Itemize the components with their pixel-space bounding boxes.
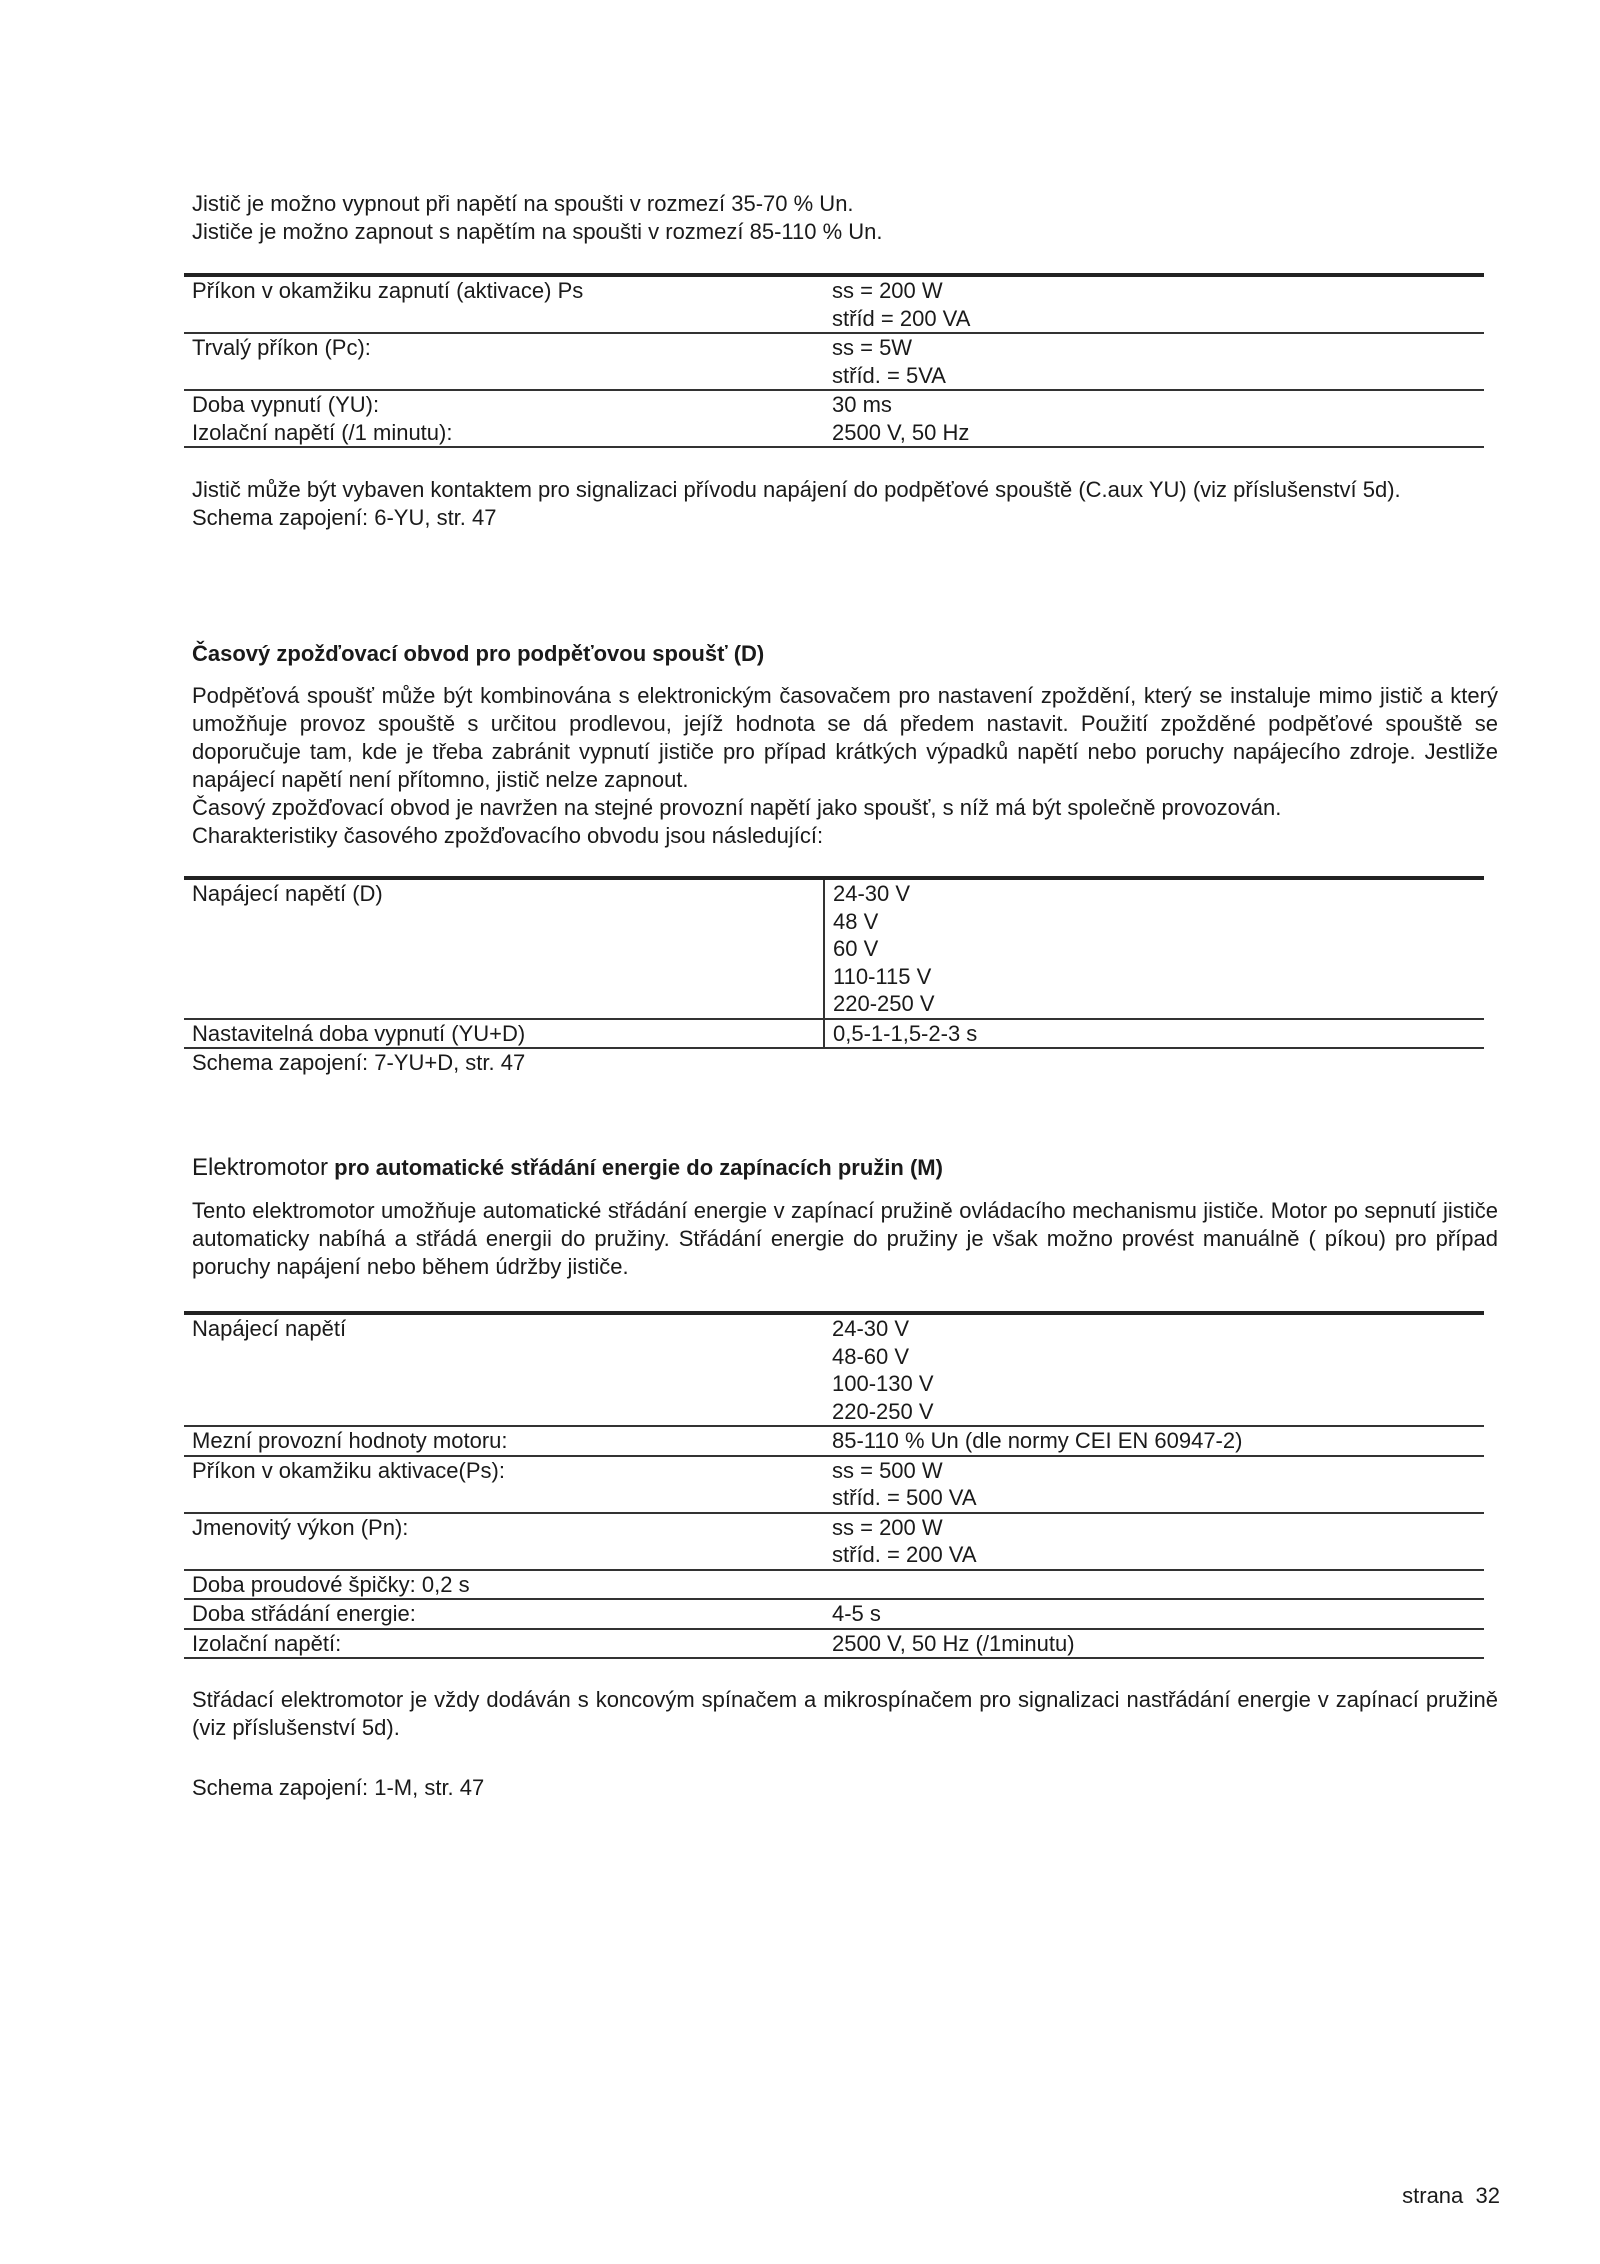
time-delay-paragraph-2: Časový zpožďovací obvod je navržen na stejné provozní napětí jako spoušť, s níž má být společně provozován.	[192, 795, 1282, 820]
row-value: 2500 V, 50 Hz (/1minutu)	[824, 1629, 1484, 1659]
page-footer	[1376, 2182, 1500, 2210]
row-label: Nastavitelná doba vypnutí (YU+D)	[184, 1019, 824, 1049]
row-value: ss = 200 W stříd. = 200 VA	[824, 1513, 1484, 1570]
table-row	[184, 1456, 1484, 1513]
section-heading-motor	[192, 1154, 1498, 1182]
row-label: Izolační napětí (/1 minutu):	[184, 419, 824, 448]
row-value: 2500 V, 50 Hz	[824, 419, 1484, 448]
row-label: Příkon v okamžiku aktivace(Ps):	[184, 1456, 824, 1513]
spec-table-motor	[184, 1311, 1484, 1659]
intro-text	[192, 190, 1498, 246]
section-heading-time-delay: Časový zpožďovací obvod pro podpěťovou spoušť (D)	[192, 641, 765, 666]
row-label: Napájecí napětí	[184, 1313, 824, 1426]
row-value: 24-30 V 48-60 V 100-130 V 220-250 V	[824, 1313, 1484, 1426]
row-value: ss = 500 W stříd. = 500 VA	[824, 1456, 1484, 1513]
table-row	[184, 1629, 1484, 1659]
time-delay-paragraph-1: Podpěťová spoušť může být kombinována s elektronickým časovačem pro nastavení zpoždění, který se instaluje mimo jistič a který umožňuje provoz spouště s určitou prodlevou, jejíž hodnota se dá předem nastavit. Použití zpožděné podpěťové spouště se doporučuje tam, kde je třeba zabránit vypnutí jističe pro případ krátkých výpadků napětí nebo poruchy napájecího zdroje. Jestliže napájecí napětí není přítomno, jistič nelze zapnout.	[192, 683, 1498, 792]
table-row	[184, 275, 1484, 333]
intro-line-2: Jističe je možno zapnout s napětím na spoušti v rozmezí 85-110 % Un.	[192, 219, 883, 244]
signalization-paragraph	[192, 476, 1498, 532]
spec-table-undervoltage	[184, 273, 1484, 448]
row-label: Izolační napětí:	[184, 1629, 824, 1659]
table-row	[184, 1570, 1484, 1600]
table-row	[184, 878, 1484, 1019]
spec-table-time-delay	[184, 876, 1484, 1049]
page-number: 32	[1475, 2183, 1500, 2208]
motor-closing-paragraph: Střádací elektromotor je vždy dodáván s koncovým spínačem a mikrospínačem pro signalizaci nastřádání energie v zapínací pružině (viz příslušenství 5d).	[192, 1687, 1498, 1740]
row-value: 30 ms	[832, 392, 892, 417]
row-label: Napájecí napětí (D)	[184, 878, 824, 1019]
table-row	[184, 1426, 1484, 1456]
schema-reference-motor: Schema zapojení: 1-M, str. 47	[192, 1775, 485, 1800]
table-row	[184, 1513, 1484, 1570]
time-delay-paragraph-3: Charakteristiky časového zpožďovacího obvodu jsou následující:	[192, 823, 824, 848]
time-delay-description	[192, 682, 1498, 850]
table-row	[184, 333, 1484, 390]
table-row	[184, 1599, 1484, 1629]
row-value: ss = 5W stříd. = 5VA	[824, 333, 1484, 390]
motor-description: Tento elektromotor umožňuje automatické střádání energie v zapínací pružině ovládacího mechanismu jističe. Motor po sepnutí jističe automaticky nabíhá a střádá energii do pružiny. Střádání energie do pružiny je však možno provést manuálně ( píkou) pro případ poruchy napájení nebo během údržby jističe.	[192, 1198, 1498, 1279]
page-label: strana	[1402, 2183, 1464, 2208]
row-value: 4-5 s	[824, 1599, 1484, 1629]
heading-bold-part: pro automatické střádání energie do zapínacích pružin (M)	[328, 1155, 943, 1180]
row-label: Příkon v okamžiku zapnutí (aktivace) Ps	[184, 275, 824, 333]
table-row	[184, 1019, 1484, 1049]
schema-reference-time-delay: Schema zapojení: 7-YU+D, str. 47	[192, 1050, 526, 1075]
heading-normal-part: Elektromotor	[192, 1154, 329, 1181]
row-value: ss = 200 W stříd = 200 VA	[824, 275, 1484, 333]
row-value: 24-30 V 48 V 60 V 110-115 V 220-250 V	[824, 878, 1484, 1019]
row-value: 85-110 % Un (dle normy CEI EN 60947-2)	[824, 1426, 1484, 1456]
row-label: Jmenovitý výkon (Pn):	[184, 1513, 824, 1570]
row-label: Trvalý příkon (Pc):	[184, 333, 824, 390]
signalization-text: Jistič může být vybaven kontaktem pro signalizaci přívodu napájení do podpěťové spouště (C.aux YU) (viz příslušenství 5d).	[192, 477, 1401, 502]
row-label: Doba vypnutí (YU):	[192, 392, 380, 417]
row-label: Mezní provozní hodnoty motoru:	[184, 1426, 824, 1456]
table-row	[184, 1313, 1484, 1426]
intro-line-1: Jistič je možno vypnout při napětí na spoušti v rozmezí 35-70 % Un.	[192, 191, 854, 216]
row-value	[824, 1570, 1484, 1600]
row-label: Doba střádání energie:	[184, 1599, 824, 1629]
row-label: Doba proudové špičky: 0,2 s	[184, 1570, 824, 1600]
table-row	[184, 390, 1484, 419]
schema-reference: Schema zapojení: 6-YU, str. 47	[192, 505, 497, 530]
table-row	[184, 419, 1484, 448]
row-value: 0,5-1-1,5-2-3 s	[824, 1019, 1484, 1049]
